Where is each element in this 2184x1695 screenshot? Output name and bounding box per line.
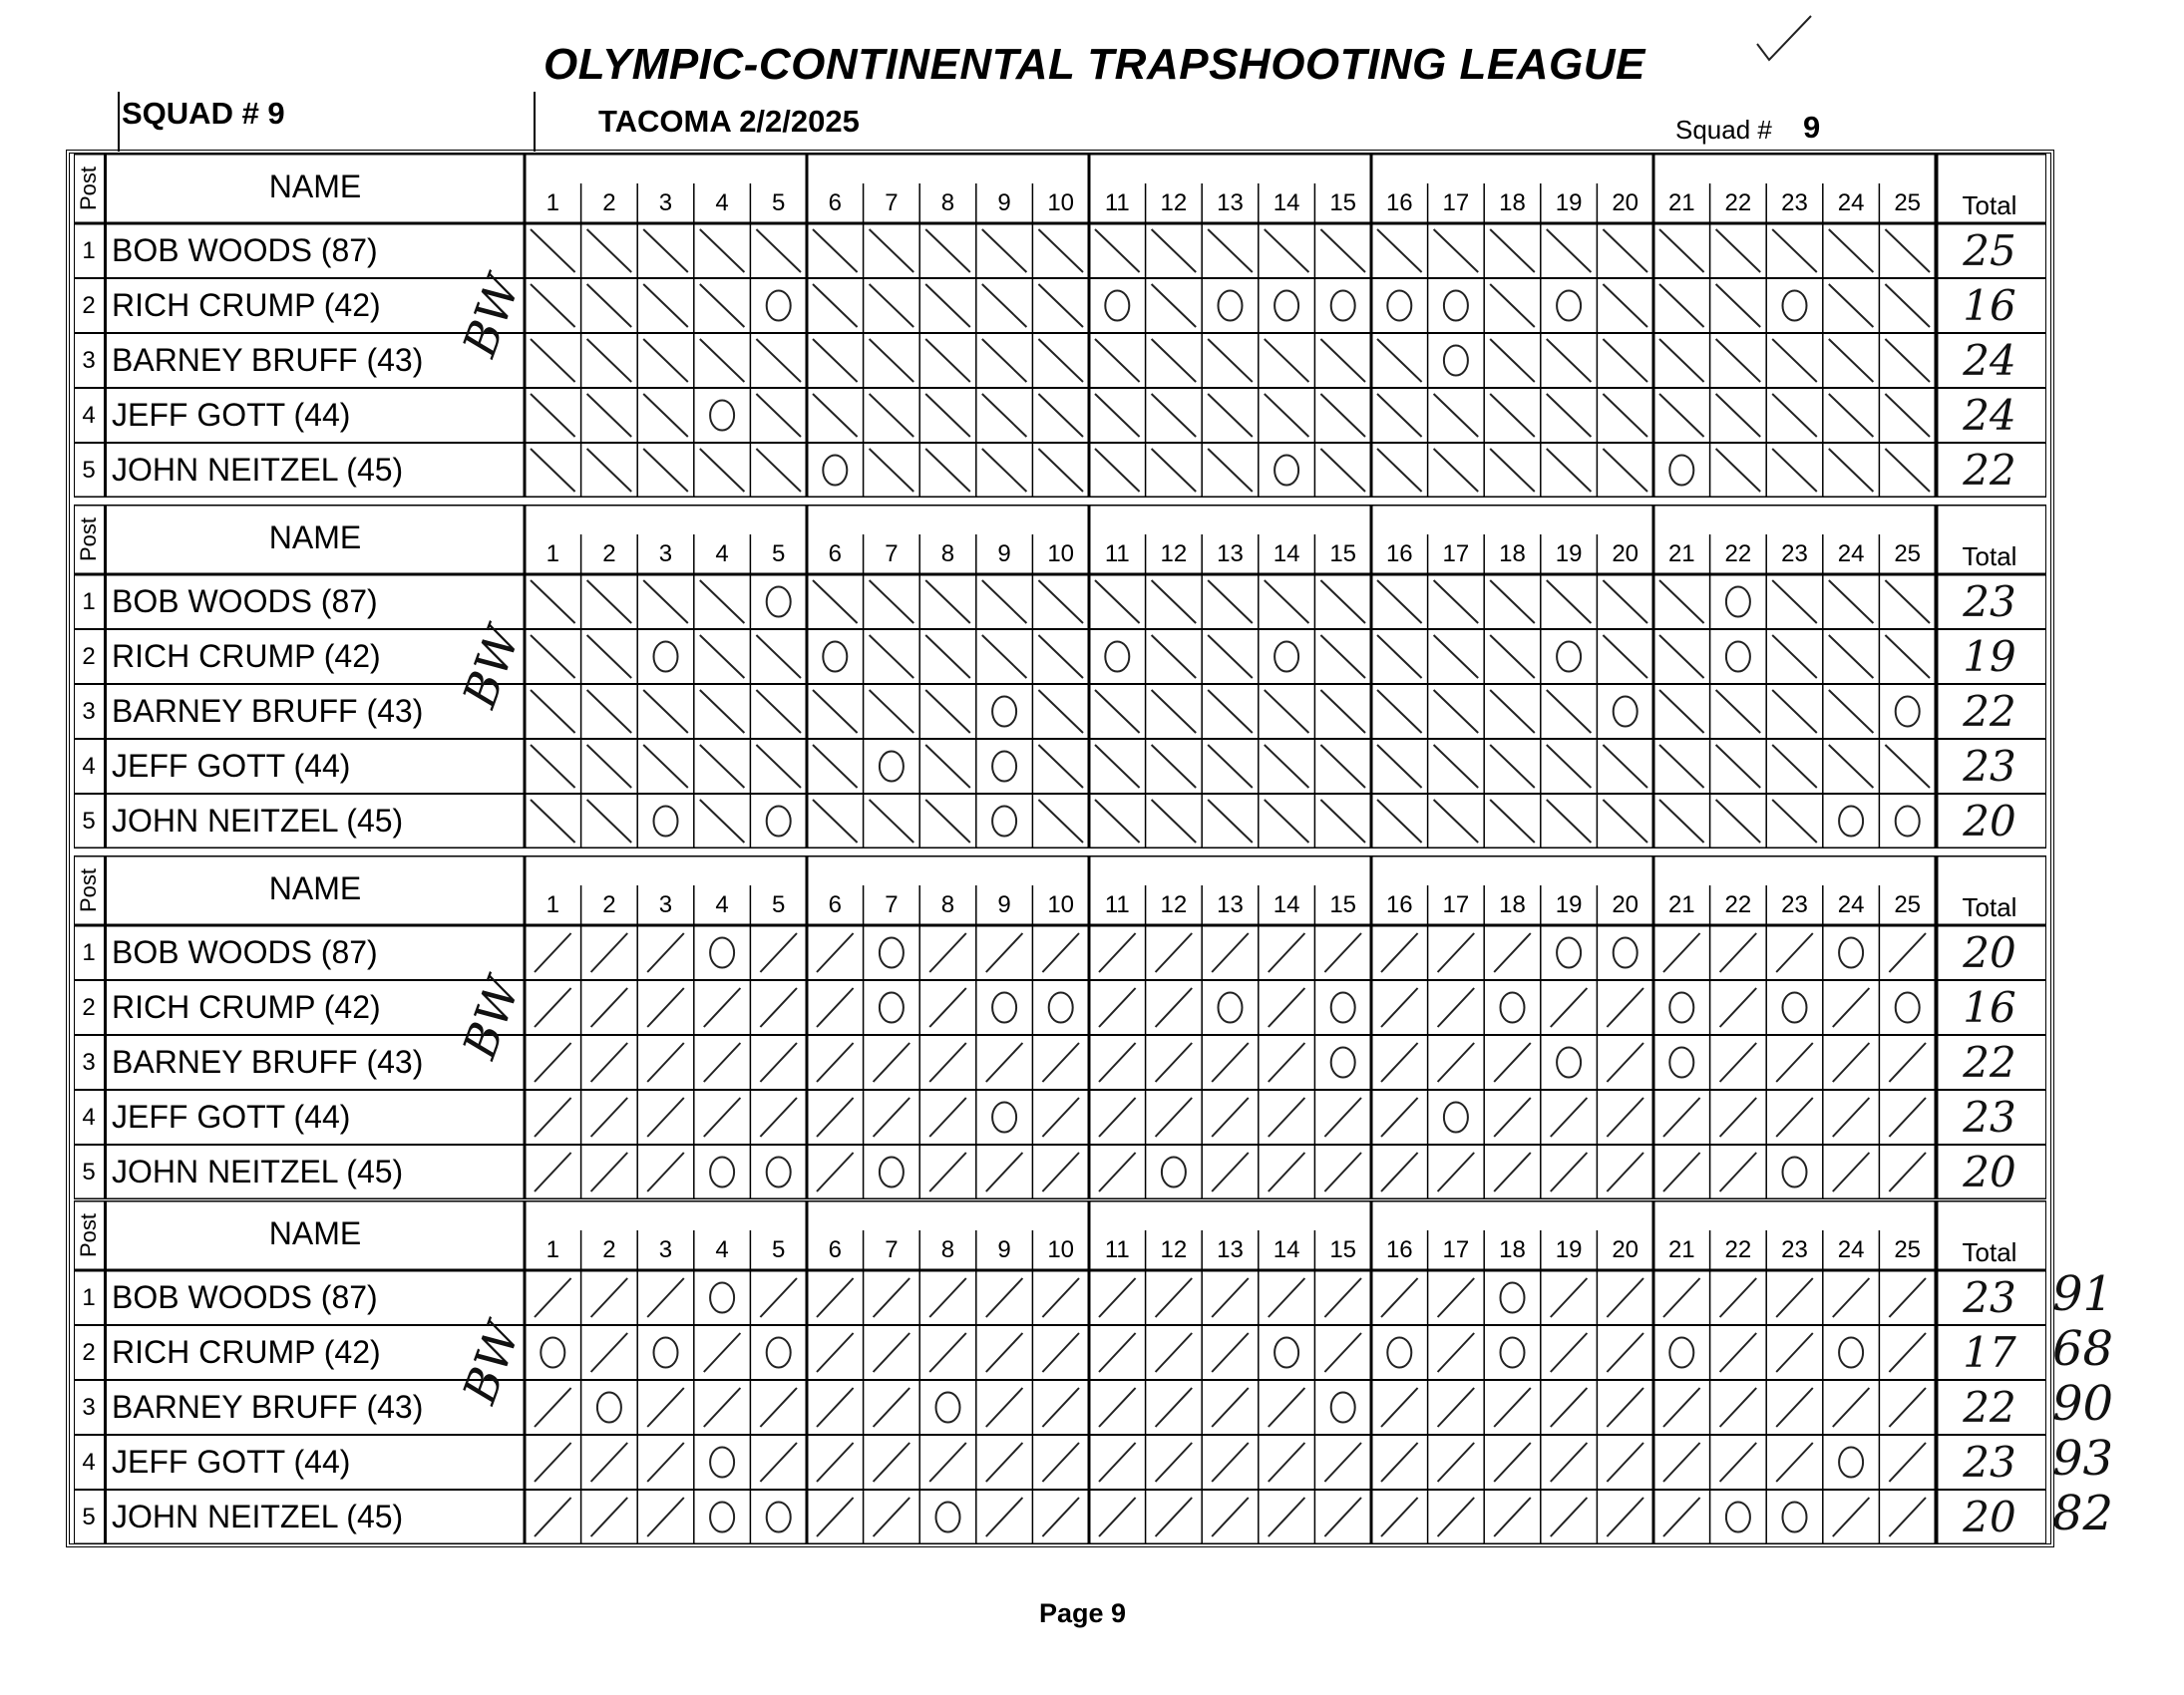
target-number: 23 (1781, 540, 1808, 567)
shooter-name: RICH CRUMP (42) (112, 287, 381, 323)
target-number: 9 (997, 540, 1011, 567)
target-number: 14 (1273, 891, 1300, 918)
target-number: 21 (1667, 189, 1695, 216)
target-number: 22 (1724, 891, 1752, 918)
target-number: 2 (602, 189, 616, 216)
target-number: 4 (715, 189, 729, 216)
target-number: 20 (1612, 891, 1639, 918)
target-number: 6 (828, 189, 842, 216)
target-number: 5 (772, 540, 786, 567)
shooter-name: RICH CRUMP (42) (112, 1334, 381, 1370)
target-number: 15 (1329, 1236, 1357, 1263)
shooter-name: BOB WOODS (87) (112, 1279, 378, 1315)
target-number: 8 (940, 540, 955, 567)
grand-total: 93 (2052, 1431, 2114, 1487)
referee-initials: BW (452, 268, 531, 364)
target-number: 9 (997, 891, 1011, 918)
grand-total: 82 (2052, 1486, 2114, 1541)
squad-number-value: 9 (1803, 110, 1821, 145)
round-total: 19 (1963, 632, 2016, 681)
round-total: 23 (1963, 577, 2016, 626)
target-number: 21 (1667, 1236, 1695, 1263)
check-mark-icon (1755, 12, 1815, 67)
round-block (74, 1200, 2114, 1545)
target-number: 8 (940, 891, 955, 918)
target-number: 25 (1894, 1236, 1922, 1263)
post-number: 1 (74, 223, 106, 278)
round-total: 20 (1963, 1148, 2016, 1196)
target-number: 1 (546, 540, 559, 567)
target-number: 19 (1555, 891, 1583, 918)
target-number: 13 (1217, 189, 1244, 216)
target-number: 5 (772, 891, 786, 918)
round-total: 20 (1963, 1493, 2016, 1541)
target-number: 18 (1499, 891, 1526, 918)
target-number: 3 (658, 540, 673, 567)
target-number: 1 (546, 1236, 559, 1263)
target-number: 10 (1047, 540, 1075, 567)
shooter-row (74, 1145, 2046, 1199)
location-date: TACOMA 2/2/2025 (598, 104, 860, 139)
name-header: NAME (268, 169, 362, 204)
target-number: 14 (1273, 1236, 1300, 1263)
total-header: Total (1962, 190, 2017, 220)
target-number: 13 (1217, 891, 1244, 918)
target-number: 10 (1047, 1236, 1075, 1263)
round-total: 22 (1963, 1038, 2016, 1087)
target-number: 15 (1329, 891, 1357, 918)
post-number: 3 (74, 1035, 106, 1090)
total-header: Total (1962, 892, 2017, 922)
target-number: 9 (997, 1236, 1011, 1263)
target-number: 10 (1047, 891, 1075, 918)
target-number: 16 (1385, 189, 1413, 216)
target-number: 19 (1555, 1236, 1583, 1263)
shooter-name: JOHN NEITZEL (45) (112, 803, 404, 839)
round-total: 23 (1963, 1273, 2016, 1322)
round-total: 25 (1963, 226, 2016, 275)
shooter-name: BOB WOODS (87) (112, 583, 378, 619)
target-number: 15 (1329, 189, 1357, 216)
squad-label: SQUAD # 9 (122, 96, 285, 131)
target-number: 11 (1104, 540, 1130, 567)
shooter-row (74, 1486, 2114, 1544)
target-number: 6 (828, 1236, 842, 1263)
round-total: 22 (1963, 1383, 2016, 1432)
target-number: 21 (1667, 540, 1695, 567)
post-number: 2 (74, 980, 106, 1035)
shooter-name: JOHN NEITZEL (45) (112, 1154, 404, 1189)
round-block (74, 855, 2046, 1200)
target-number: 8 (940, 1236, 955, 1263)
round-total: 20 (1963, 928, 2016, 977)
target-number: 20 (1612, 189, 1639, 216)
shooter-name: JEFF GOTT (44) (112, 1099, 351, 1135)
post-header-label: Post (76, 166, 101, 211)
post-number: 3 (74, 1380, 106, 1435)
shooter-row (74, 388, 2046, 443)
post-number: 1 (74, 1270, 106, 1325)
target-number: 15 (1329, 540, 1357, 567)
target-number: 10 (1047, 189, 1075, 216)
target-number: 18 (1499, 189, 1526, 216)
post-number: 5 (74, 443, 106, 498)
referee-initials: BW (452, 619, 531, 715)
score-sheet (66, 150, 2114, 1547)
target-number: 16 (1385, 540, 1413, 567)
shooter-row (74, 1090, 2046, 1145)
target-number: 24 (1837, 540, 1865, 567)
target-number: 5 (772, 1236, 786, 1263)
round-total: 23 (1963, 1438, 2016, 1487)
post-number: 3 (74, 333, 106, 388)
target-number: 4 (715, 891, 729, 918)
target-number: 6 (828, 891, 842, 918)
shooter-row (74, 684, 2046, 739)
target-number: 7 (885, 189, 899, 216)
target-number: 4 (715, 540, 729, 567)
round-total: 24 (1963, 391, 2016, 440)
shooter-row (74, 739, 2046, 794)
target-number: 18 (1499, 540, 1526, 567)
shooter-name: JEFF GOTT (44) (112, 397, 351, 433)
post-number: 1 (74, 574, 106, 629)
round-total: 20 (1963, 797, 2016, 846)
shooter-name: BOB WOODS (87) (112, 232, 378, 268)
target-number: 16 (1385, 1236, 1413, 1263)
post-header-label: Post (76, 1212, 101, 1258)
target-number: 12 (1160, 891, 1188, 918)
target-number: 17 (1442, 1236, 1470, 1263)
grand-total: 91 (2052, 1266, 2114, 1322)
target-number: 24 (1837, 1236, 1865, 1263)
round-total: 17 (1963, 1328, 2016, 1377)
shooter-row (74, 333, 2046, 388)
target-number: 2 (602, 891, 616, 918)
target-number: 23 (1781, 1236, 1808, 1263)
target-number: 12 (1160, 189, 1188, 216)
shooter-row (74, 1431, 2114, 1490)
shooter-row (74, 1376, 2114, 1435)
target-number: 14 (1273, 540, 1300, 567)
shooter-row (74, 925, 2046, 980)
shooter-name: BOB WOODS (87) (112, 934, 378, 970)
post-number: 1 (74, 925, 106, 980)
header-divider-left (118, 92, 120, 152)
post-number: 3 (74, 684, 106, 739)
squad-number-label: Squad # (1675, 115, 1772, 145)
total-header: Total (1962, 1237, 2017, 1267)
target-number: 19 (1555, 189, 1583, 216)
target-number: 11 (1104, 891, 1130, 918)
shooter-row (74, 223, 2046, 278)
round-block (74, 154, 2046, 499)
target-number: 8 (940, 189, 955, 216)
target-number: 23 (1781, 891, 1808, 918)
target-number: 11 (1104, 1236, 1130, 1263)
target-number: 24 (1837, 189, 1865, 216)
round-total: 22 (1963, 687, 2016, 736)
target-number: 20 (1612, 540, 1639, 567)
round-total: 22 (1963, 446, 2016, 495)
shooter-name: JEFF GOTT (44) (112, 748, 351, 784)
target-number: 7 (885, 891, 899, 918)
target-number: 12 (1160, 1236, 1188, 1263)
total-header: Total (1962, 541, 2017, 571)
target-number: 11 (1104, 189, 1130, 216)
target-number: 25 (1894, 891, 1922, 918)
post-number: 2 (74, 629, 106, 684)
target-number: 7 (885, 540, 899, 567)
shooter-row (74, 1266, 2114, 1325)
shooter-name: RICH CRUMP (42) (112, 638, 381, 674)
target-number: 22 (1724, 189, 1752, 216)
shooter-name: BARNEY BRUFF (43) (112, 1389, 424, 1425)
shooter-row (74, 443, 2046, 498)
shooter-name: BARNEY BRUFF (43) (112, 693, 424, 729)
round-total: 24 (1963, 336, 2016, 385)
target-number: 7 (885, 1236, 899, 1263)
target-number: 17 (1442, 189, 1470, 216)
header-divider (534, 92, 536, 152)
target-number: 4 (715, 1236, 729, 1263)
target-number: 19 (1555, 540, 1583, 567)
target-number: 3 (658, 891, 673, 918)
post-header-label: Post (76, 867, 101, 913)
target-number: 16 (1385, 891, 1413, 918)
page-number: Page 9 (1039, 1598, 1127, 1628)
round-total: 16 (1963, 983, 2016, 1032)
target-number: 1 (546, 189, 559, 216)
post-number: 4 (74, 1090, 106, 1145)
target-number: 2 (602, 540, 616, 567)
target-number: 17 (1442, 891, 1470, 918)
round-block (74, 505, 2046, 849)
shooter-name: JOHN NEITZEL (45) (112, 452, 404, 488)
shooter-name: BARNEY BRUFF (43) (112, 342, 424, 378)
league-title: OLYMPIC-CONTINENTAL TRAPSHOOTING LEAGUE (544, 40, 1645, 89)
grand-total: 90 (2052, 1376, 2114, 1432)
target-number: 9 (997, 189, 1011, 216)
post-number: 5 (74, 794, 106, 848)
target-number: 3 (658, 1236, 673, 1263)
target-number: 12 (1160, 540, 1188, 567)
target-number: 5 (772, 189, 786, 216)
shooter-name: BARNEY BRUFF (43) (112, 1044, 424, 1080)
shooter-name: RICH CRUMP (42) (112, 989, 381, 1025)
referee-initials: BW (452, 1315, 531, 1411)
shooter-row (74, 629, 2046, 684)
target-number: 21 (1667, 891, 1695, 918)
shooter-row (74, 574, 2046, 629)
target-number: 25 (1894, 189, 1922, 216)
name-header: NAME (268, 519, 362, 555)
target-number: 17 (1442, 540, 1470, 567)
target-number: 14 (1273, 189, 1300, 216)
shooter-row (74, 980, 2046, 1035)
post-number: 5 (74, 1145, 106, 1199)
target-number: 3 (658, 189, 673, 216)
target-number: 22 (1724, 1236, 1752, 1263)
round-total: 16 (1963, 281, 2016, 330)
post-header-label: Post (76, 516, 101, 562)
target-number: 23 (1781, 189, 1808, 216)
target-number: 25 (1894, 540, 1922, 567)
post-number: 4 (74, 388, 106, 443)
round-total: 23 (1963, 742, 2016, 791)
post-number: 5 (74, 1490, 106, 1544)
post-number: 2 (74, 278, 106, 333)
target-number: 18 (1499, 1236, 1526, 1263)
referee-initials: BW (452, 970, 531, 1066)
grand-total: 68 (2052, 1321, 2114, 1377)
shooter-row (74, 1035, 2046, 1090)
target-number: 6 (828, 540, 842, 567)
target-number: 20 (1612, 1236, 1639, 1263)
name-header: NAME (268, 1215, 362, 1251)
target-number: 2 (602, 1236, 616, 1263)
shooter-row (74, 1321, 2114, 1380)
round-total: 23 (1963, 1093, 2016, 1142)
post-number: 2 (74, 1325, 106, 1380)
post-number: 4 (74, 1435, 106, 1490)
shooter-row (74, 278, 2046, 333)
target-number: 22 (1724, 540, 1752, 567)
post-number: 4 (74, 739, 106, 794)
shooter-row (74, 794, 2046, 848)
target-number: 24 (1837, 891, 1865, 918)
shooter-name: JEFF GOTT (44) (112, 1444, 351, 1480)
target-number: 1 (546, 891, 559, 918)
target-number: 13 (1217, 1236, 1244, 1263)
target-number: 13 (1217, 540, 1244, 567)
shooter-name: JOHN NEITZEL (45) (112, 1499, 404, 1534)
name-header: NAME (268, 870, 362, 906)
